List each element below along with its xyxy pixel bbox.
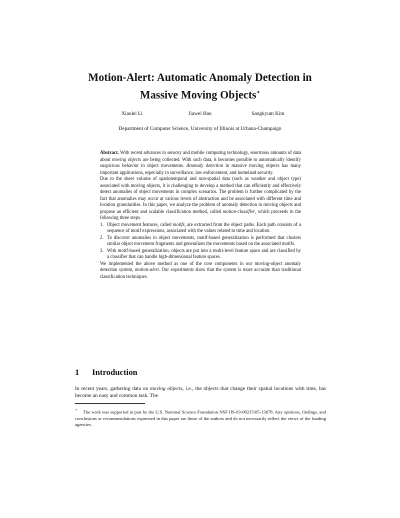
step-emphasis: motifs [172,222,185,228]
footnote [75,407,326,428]
step-number: 1. [100,222,104,228]
abstract-paragraph [100,177,301,223]
footnote-mark: ⋆ [75,408,78,412]
author-name: Jiawei Han [188,111,212,117]
method-step [100,236,301,249]
abstract-text: We implemented the above method as one of the core components in our moving-object anomaly detection system, [100,261,301,273]
method-steps-list [100,223,301,262]
intro-text: In recent years, gathering data on [75,386,150,392]
author-name: Sangkyum Kim [251,111,285,117]
abstract-text: in massive moving objects has many important applications, especially in surveillance, law enforcement, and homeland security. [100,164,301,176]
intro-text: , [182,386,186,392]
intro-paragraph [75,386,326,401]
author-name: Xiaolei Li [121,111,143,117]
title-line-1: Motion-Alert: Automatic Anomaly Detection in [88,72,312,84]
abstract [100,151,301,281]
section-number: 1 [75,368,80,377]
abstract-emphasis: motion-alert [135,268,159,273]
step-text: , are extracted from the object paths. Each path consists of a sequence of motif expressions, associated with the values related to time and location. [107,222,301,234]
abstract-label: Abstract. [100,151,119,156]
author-list [60,111,340,118]
abstract-emphasis: moving objects [112,157,142,163]
step-number: 3. [100,248,104,254]
abstract-text: . Our experiments show that the system is more accurate than traditional classification techniques. [100,268,302,280]
abstract-emphasis: Anomaly detection [186,164,224,169]
title-footnote-mark: ⋆ [256,90,261,96]
section-heading [75,368,137,378]
title-line-2: Massive Moving Objects [139,89,257,102]
method-step [100,223,301,236]
footnote-rule [75,403,145,404]
step-number: 2. [100,235,104,241]
paper-title [40,71,360,104]
abstract-text: are being collected. With such data, it becomes possible to automatically identify suspicious behavior in object movements. [100,157,301,169]
intro-emphasis: i.e. [185,386,193,392]
intro-text: , the objects that change their spatial locations with time, has become an easy and common task. The [75,386,327,400]
step-text: Object movement features, called [107,222,173,228]
abstract-emphasis: motion-classifier [222,209,256,215]
section-title: Introduction [92,368,138,377]
footnote-text: The work was supported in part by the U.S. National Science Foundation NSF IIS-03-08215/05-13678. Any opinions, findings, and conclusions or recommendations expressed in this paper are those of the authors and do not necessarily reflect the views of the funding agencies. [75,409,326,427]
step-text: To discover anomalies in object movements, motif-based generalization is performed that clusters similar object movement fragments and generalizes the movements based on the associated motifs. [107,235,301,247]
method-step [100,249,301,262]
abstract-text: , which proceeds in the following three steps. [100,209,301,221]
intro-emphasis: moving objects [149,386,183,392]
abstract-paragraph [100,262,301,282]
author-affiliation: Department of Computer Science, University of Illinois at Urbana-Champaign [118,126,282,132]
abstract-text: With recent advances in sensory and mobile computing technology, enormous amounts of data about [100,151,301,163]
step-text: With motif-based generalization, objects are put into a multi-level feature space and are classified by a classifier that can handle high-dimensional feature spaces. [107,248,301,260]
abstract-text: Due to the sheer volume of spatiotemporal and non-spatial data (such as weather and object type) associated with moving objects, it is challenging to develop a method that can efficiently and effectively detect anomalies of object movements in complex scenarios. The problem is further complicated by the fact that anomalies may occur at various levels of abstraction and be associated with different time and location granularities. In this paper, we analyze the problem of anomaly detection in moving objects and propose an efficient and scalable classification method, called [100,177,301,215]
abstract-paragraph [100,151,301,177]
